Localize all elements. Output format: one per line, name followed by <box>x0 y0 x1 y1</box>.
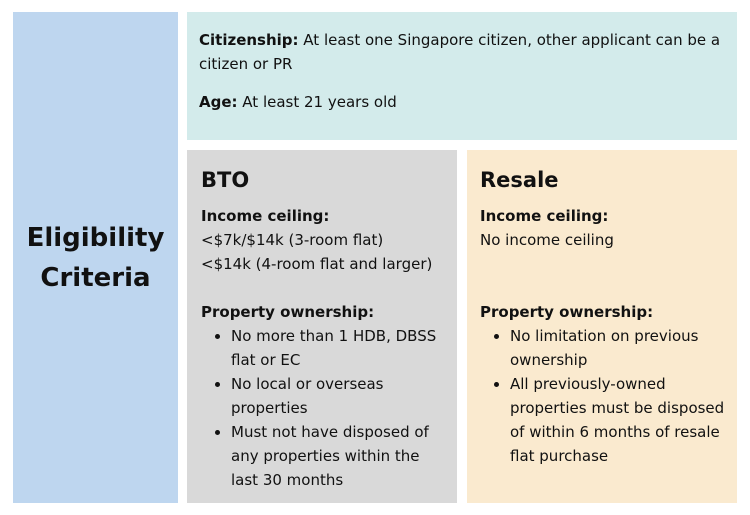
bto-ownership-label: Property ownership: <box>201 303 375 321</box>
resale-income-line: No income ceiling <box>480 231 614 249</box>
panel-title <box>27 218 165 298</box>
list-item: • All previously-owned properties must be disposed of within 6 months of resale flat purchase <box>510 372 727 468</box>
resale-ownership-list <box>480 324 727 468</box>
list-item: • No limitation on previous ownership <box>510 324 727 372</box>
resale-panel <box>467 150 737 503</box>
citizenship-label: Citizenship: <box>199 31 299 49</box>
bto-income-line: <$7k/$14k (3-room flat) <box>201 231 384 249</box>
age-text: At least 21 years old <box>237 93 397 111</box>
bto-ownership-list <box>201 324 445 492</box>
eligibility-criteria-panel <box>13 12 178 503</box>
resale-income-label: Income ceiling: <box>480 207 609 225</box>
citizenship-text: At least one Singapore citizen, other applicant can be a citizen or PR <box>199 31 721 73</box>
resale-title: Resale <box>480 168 559 192</box>
list-item: • No local or overseas properties <box>231 372 445 420</box>
list-item: • No more than 1 HDB, DBSS flat or EC <box>231 324 445 372</box>
bto-income-label: Income ceiling: <box>201 207 330 225</box>
bto-panel <box>187 150 457 503</box>
age-line <box>199 90 725 114</box>
general-criteria-panel <box>187 12 737 140</box>
list-item: • Must not have disposed of any properties within the last 30 months <box>231 420 445 492</box>
title-line-2: Criteria <box>40 262 151 293</box>
citizenship-line <box>199 28 725 76</box>
resale-ownership-label: Property ownership: <box>480 303 654 321</box>
age-label: Age: <box>199 93 238 111</box>
title-line-1: Eligibility <box>26 222 165 253</box>
bto-income-line: <$14k (4-room flat and larger) <box>201 255 433 273</box>
bto-title: BTO <box>201 168 250 192</box>
